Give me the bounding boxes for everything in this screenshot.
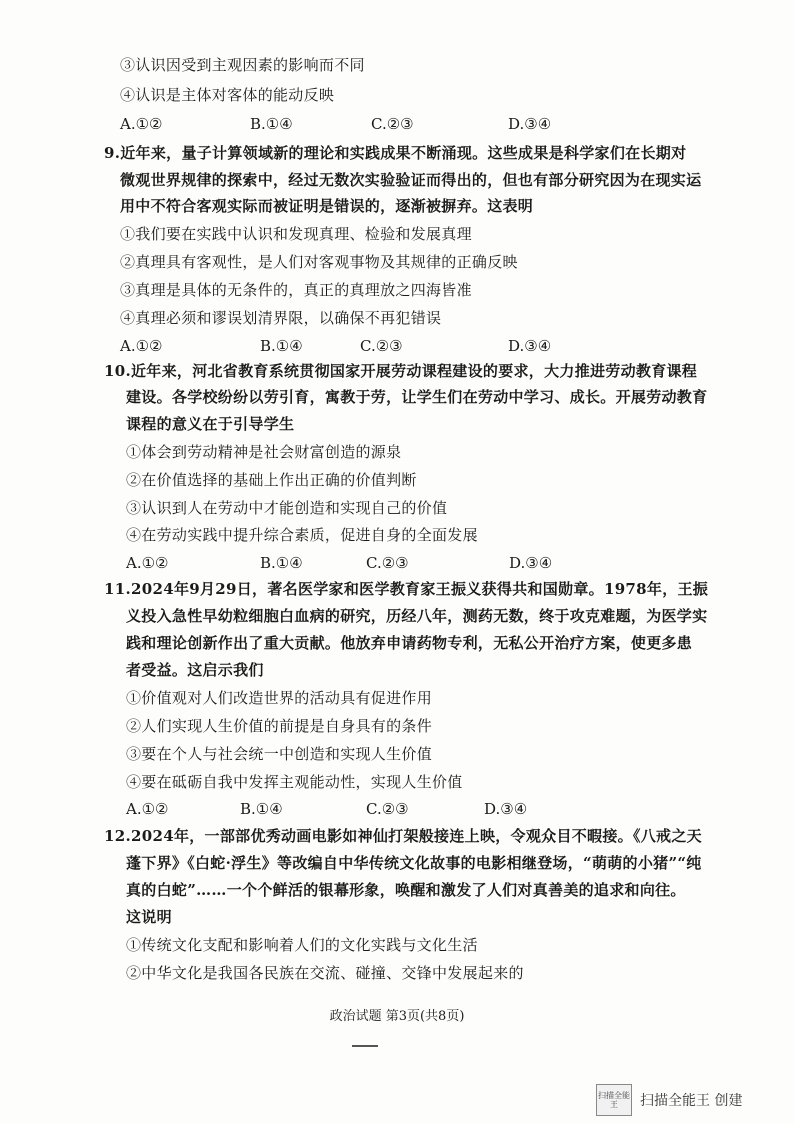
choice-a: A.①② — [120, 337, 163, 355]
question-11-line-2: 义投入急性早幼粒细胞白血病的研究，历经八年，测药无数，终于攻克难题，为医学实 — [126, 607, 708, 625]
choice-c: C.②③ — [371, 115, 414, 133]
option-line-9-1: ①我们要在实践中认识和发现真理、检验和发展真理 — [120, 225, 472, 243]
scanner-logo-icon: 扫描全能王 — [596, 1084, 632, 1116]
choice-d: D.③④ — [509, 554, 553, 572]
option-line-11-2: ②人们实现人生价值的前提是自身具有的条件 — [126, 717, 433, 735]
question-9-line-1: 9.近年来，量子计算领域新的理论和实践成果不断涌现。这些成果是科学家们在长期对 — [104, 144, 687, 162]
choice-a: A.①② — [120, 115, 163, 133]
question-12-line-4: 这说明 — [126, 908, 172, 926]
choice-b: B.①④ — [260, 554, 303, 572]
question-12-line-2: 蓬下界》《白蛇·浮生》等改编自中华传统文化故事的电影相继登场，“萌萌的小猪”“纯 — [126, 854, 702, 872]
option-line-9-2: ②真理具有客观性，是人们对客观事物及其规律的正确反映 — [120, 253, 518, 271]
choice-c: C.②③ — [366, 554, 409, 572]
choice-d: D.③④ — [484, 800, 528, 818]
choice-c: C.②③ — [360, 337, 403, 355]
option-line-8-3: ③认识因受到主观因素的影响而不同 — [120, 56, 365, 74]
option-line-9-3: ③真理是具体的无条件的，真正的真理放之四海皆准 — [120, 281, 472, 299]
scanner-watermark — [596, 1082, 786, 1118]
choice-d: D.③④ — [508, 115, 552, 133]
option-line-10-4: ④在劳动实践中提升综合素质，促进自身的全面发展 — [126, 526, 478, 544]
option-line-10-1: ①体会到劳动精神是社会财富创造的源泉 — [126, 443, 402, 461]
choice-a: A.①② — [126, 554, 169, 572]
choice-c: C.②③ — [366, 800, 409, 818]
question-9-line-3: 用中不符合客观实际而被证明是错误的，逐渐被摒弃。这表明 — [120, 197, 534, 215]
choice-b: B.①④ — [240, 800, 283, 818]
question-10-line-3: 课程的意义在于引导学生 — [126, 415, 295, 433]
option-line-9-4: ④真理必须和谬误划清界限，以确保不再犯错误 — [120, 309, 442, 327]
option-line-10-3: ③认识到人在劳动中才能创造和实现自己的价值 — [126, 499, 448, 517]
question-11-line-3: 践和理论创新作出了重大贡献。他放弃申请药物专利，无私公开治疗方案，使更多患 — [126, 634, 693, 652]
question-10-line-1: 10.近年来，河北省教育系统贯彻国家开展劳动课程建设的要求，大力推进劳动教育课程 — [104, 362, 698, 380]
choice-b: B.①④ — [250, 115, 293, 133]
option-line-12-2: ②中华文化是我国各民族在交流、碰撞、交锋中发展起来的 — [126, 964, 524, 982]
question-12-line-3: 真的白蛇”……一个个鲜活的银幕形象，唤醒和激发了人们对真善美的追求和向往。 — [126, 881, 686, 899]
question-11-line-4: 者受益。这启示我们 — [126, 661, 264, 679]
option-line-12-1: ①传统文化支配和影响着人们的文化实践与文化生活 — [126, 936, 478, 954]
option-line-11-1: ①价值观对人们改造世界的活动具有促进作用 — [126, 689, 433, 707]
question-11-line-1: 11.2024年9月29日，著名医学家和医学教育家王振义获得共和国勋章。1978年，王振 — [104, 580, 709, 598]
question-10-line-2: 建设。各学校纷纷以劳引育，寓教于劳，让学生们在劳动中学习、成长。开展劳动教育 — [126, 388, 708, 406]
option-line-8-4: ④认识是主体对客体的能动反映 — [120, 86, 335, 104]
option-line-10-2: ②在价值选择的基础上作出正确的价值判断 — [126, 471, 417, 489]
choice-b: B.①④ — [260, 337, 303, 355]
option-line-11-3: ③要在个人与社会统一中创造和实现人生价值 — [126, 745, 433, 763]
choice-d: D.③④ — [508, 337, 552, 355]
divider — [352, 1045, 378, 1047]
question-12-line-1: 12.2024年，一部部优秀动画电影如神仙打架般接连上映，令观众目不暇接。《八戒之天 — [104, 827, 702, 845]
watermark-text: 扫描全能王 创建 — [640, 1093, 743, 1109]
choice-a: A.①② — [126, 800, 169, 818]
page-footer: 政治试题 第3页(共8页) — [329, 1009, 465, 1024]
option-line-11-4: ④要在砥砺自我中发挥主观能动性，实现人生价值 — [126, 773, 463, 791]
question-9-line-2: 微观世界规律的探索中，经过无数次实验验证而得出的，但也有部分研究因为在现实运 — [120, 171, 702, 189]
